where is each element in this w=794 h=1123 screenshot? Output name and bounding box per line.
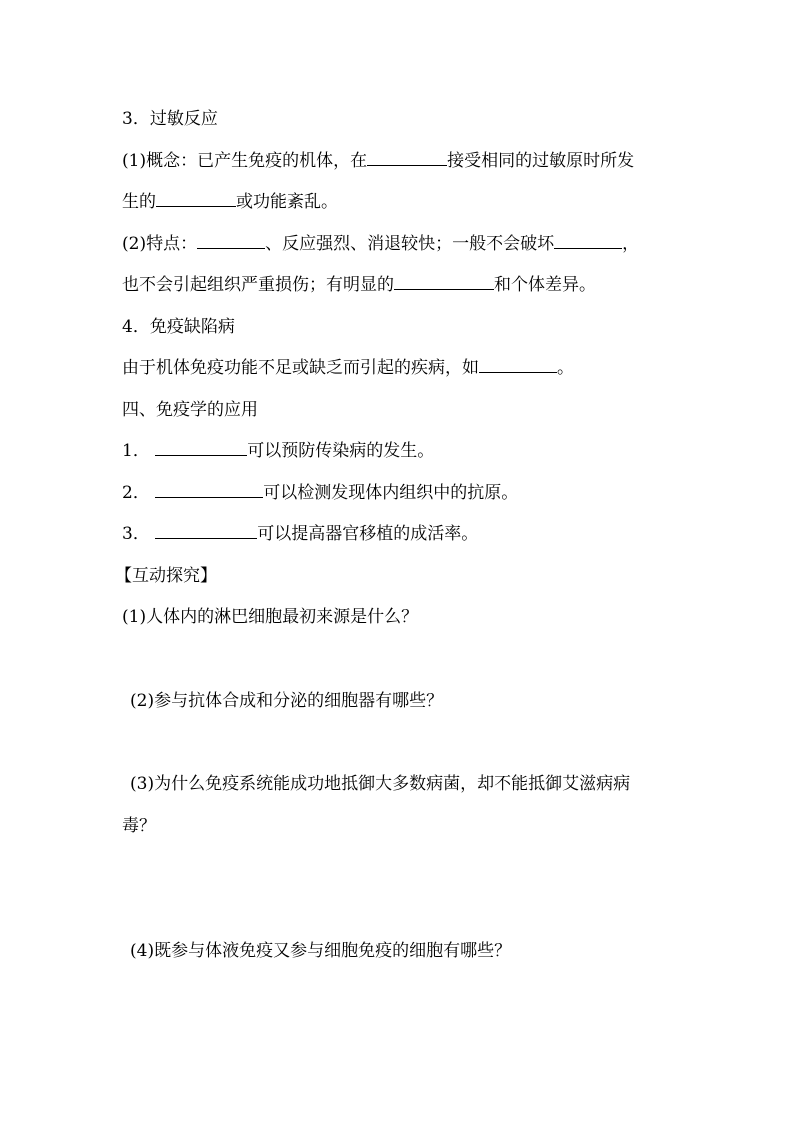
question-2: (2)参与抗体合成和分泌的细胞器有哪些？ [130, 691, 444, 711]
blank-application-3[interactable] [155, 523, 257, 539]
blank-application-2[interactable] [155, 482, 263, 498]
heading-applications: 四、免疫学的应用 [122, 400, 258, 420]
blank-concept-when[interactable] [367, 150, 447, 166]
heading-inquiry: 【互动探究】 [115, 566, 217, 586]
heading-immunodeficiency: 4．免疫缺陷病 [122, 317, 235, 337]
blank-feature-destroy[interactable] [554, 233, 622, 249]
blank-concept-damage[interactable] [156, 191, 236, 207]
immunodeficiency-text: 由于机体免疫功能不足或缺乏而引起的疾病，如 。 [122, 358, 574, 378]
allergy-concept-line2: 生的 或功能紊乱。 [122, 192, 338, 212]
question-3-line2: 毒？ [122, 816, 156, 836]
blank-feature-tendency[interactable] [394, 274, 494, 290]
allergy-feature-line2: 也不会引起组织严重损伤；有明显的 和个体差异。 [122, 275, 596, 295]
blank-immunodeficiency-example[interactable] [479, 357, 557, 373]
blank-application-1[interactable] [155, 440, 247, 456]
heading-allergy: 3．过敏反应 [122, 109, 218, 129]
allergy-feature-line1: (2)特点： 、反应强烈、消退较快；一般不会破坏 ， [122, 234, 640, 254]
application-item-3: 3． 可以提高器官移植的成活率。 [122, 524, 479, 544]
question-3-line1: (3)为什么免疫系统能成功地抵御大多数病菌，却不能抵御艾滋病病 [130, 774, 631, 794]
application-item-2: 2． 可以检测发现体内组织中的抗原。 [122, 483, 519, 503]
question-1: (1)人体内的淋巴细胞最初来源是什么？ [122, 607, 419, 627]
question-4: (4)既参与体液免疫又参与细胞免疫的细胞有哪些？ [130, 941, 512, 961]
blank-feature-speed[interactable] [197, 233, 265, 249]
allergy-concept-line1: (1)概念：已产生免疫的机体，在 接受相同的过敏原时所发 [122, 151, 635, 171]
application-item-1: 1． 可以预防传染病的发生。 [122, 441, 435, 461]
